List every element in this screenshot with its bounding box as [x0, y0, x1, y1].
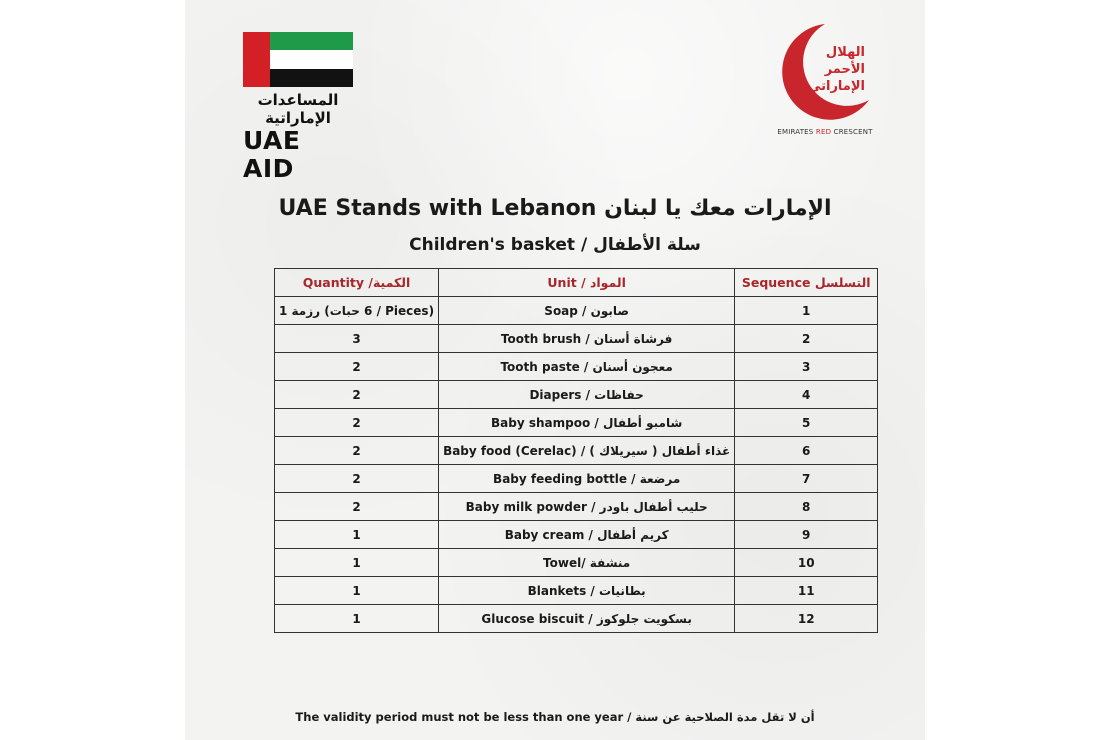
cell-sequence: 1 [735, 297, 878, 325]
cell-unit: Baby food (Cerelac) / ( غذاء أطفال ( سيريلاك [439, 437, 735, 465]
cell-quantity: 2 [275, 437, 439, 465]
cell-sequence: 9 [735, 521, 878, 549]
cell-quantity: 2 [275, 381, 439, 409]
cell-unit: Tooth brush / فرشاة أسنان [439, 325, 735, 353]
header-unit: Unit / المواد [439, 269, 735, 297]
table-row [275, 605, 878, 633]
cell-quantity: 1 [275, 577, 439, 605]
table-row [275, 297, 878, 325]
table-row [275, 381, 878, 409]
cell-quantity: 3 [275, 325, 439, 353]
children-basket-table [274, 268, 878, 633]
table-row [275, 437, 878, 465]
cell-unit: Soap / صابون [439, 297, 735, 325]
cell-quantity: 1 رزمة (6 حبات / Pieces) [275, 297, 439, 325]
cell-unit: Baby shampoo / شامبو أطفال [439, 409, 735, 437]
cell-sequence: 8 [735, 493, 878, 521]
cell-quantity: 1 [275, 521, 439, 549]
table-row [275, 409, 878, 437]
cell-unit: Baby feeding bottle / مرضعة [439, 465, 735, 493]
uae-flag-icon [243, 32, 353, 87]
cell-unit: Glucose biscuit / بسكويت جلوكوز [439, 605, 735, 633]
cell-unit: Diapers / حفاظات [439, 381, 735, 409]
header-quantity: Quantity /الكمية [275, 269, 439, 297]
cell-quantity: 2 [275, 465, 439, 493]
cell-sequence: 6 [735, 437, 878, 465]
cell-quantity: 2 [275, 493, 439, 521]
page-title: UAE Stands with Lebanon الإمارات معك يا لبنان [278, 196, 832, 221]
cell-sequence: 11 [735, 577, 878, 605]
cell-sequence: 2 [735, 325, 878, 353]
table-row [275, 521, 878, 549]
header-sequence: Sequence التسلسل [735, 269, 878, 297]
cell-sequence: 3 [735, 353, 878, 381]
validity-note: The validity period must not be less than one year / أن لا تقل مدة الصلاحية عن سنة [295, 710, 815, 724]
cell-sequence: 7 [735, 465, 878, 493]
uae-aid-logo [243, 32, 355, 183]
erc-arabic-name: الهلال الأحمر الإماراتي [807, 45, 865, 94]
table-row [275, 577, 878, 605]
cell-sequence: 12 [735, 605, 878, 633]
cell-unit: Towel/ منشفة [439, 549, 735, 577]
erc-english-name: EMIRATES RED CRESCENT [777, 128, 873, 136]
table-row [275, 493, 878, 521]
cell-unit: Tooth paste / معجون أسنان [439, 353, 735, 381]
cell-quantity: 2 [275, 353, 439, 381]
cell-unit: Baby milk powder / حليب أطفال باودر [439, 493, 735, 521]
table-row [275, 465, 878, 493]
cell-quantity: 1 [275, 605, 439, 633]
cell-unit: Baby cream / كريم أطفال [439, 521, 735, 549]
table-row [275, 353, 878, 381]
uae-aid-arabic: المساعدات الإماراتية [257, 91, 339, 127]
table-row [275, 325, 878, 353]
cell-sequence: 4 [735, 381, 878, 409]
uae-aid-english: UAE AID [243, 126, 301, 183]
cell-unit: Blankets / بطانيات [439, 577, 735, 605]
document-page [185, 0, 925, 740]
table-header-row [275, 269, 878, 297]
cell-quantity: 2 [275, 409, 439, 437]
cell-sequence: 10 [735, 549, 878, 577]
page-subtitle: Children's basket / سلة الأطفال [409, 235, 701, 255]
table-row [275, 549, 878, 577]
cell-sequence: 5 [735, 409, 878, 437]
cell-quantity: 1 [275, 549, 439, 577]
emirates-red-crescent-logo [773, 20, 873, 142]
